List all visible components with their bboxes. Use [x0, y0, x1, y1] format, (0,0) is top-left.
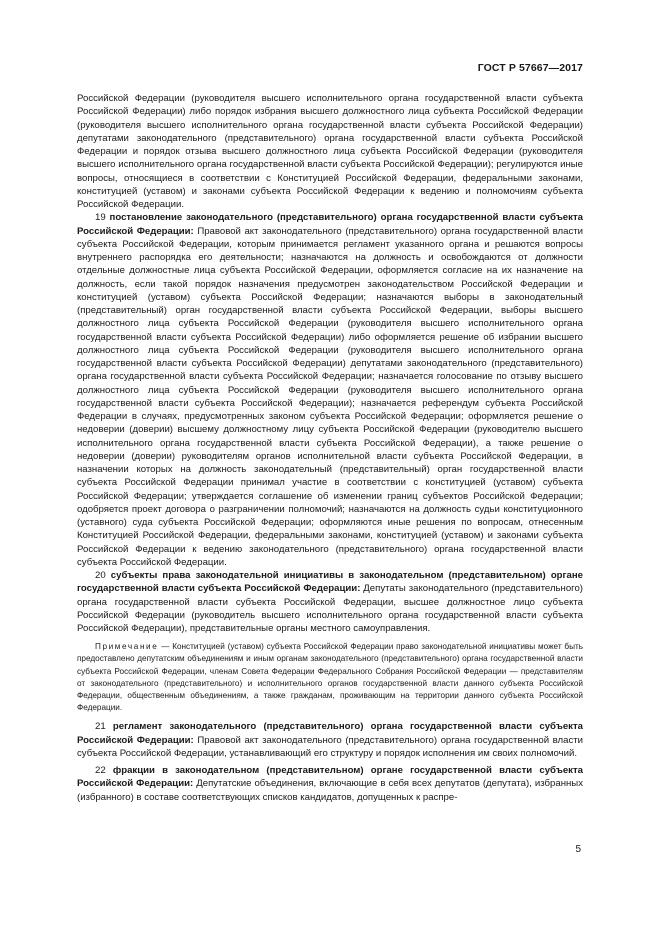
- note-label: Примечание: [95, 642, 159, 652]
- definition-19: [77, 211, 583, 569]
- definition-text: Правовой акт законодательного (представительного) органа государственной власти субъекта Российской Федерации, которым принимается регламент указанного органа и решаются вопросы внутреннего распорядка его деятельности; назначаются на должность и освобождаются от должности отдельные должностные лица субъекта Российской Федерации, оформляется согласие на их назначение на должность, если такой порядок назначения предусмотрен законодательством Российской Федерации и конституцией (уставом) субъекта Российской Федерации; назначаются выборы в законодательный (представительный) орган государственной власти субъекта Российской Федерации, выборы высшего должностного лица субъекта Российской Федерации (руководителя высшего исполнительного органа государственной власти субъекта Российской Федерации) либо оформляется решение об избрании высшего должностного лица субъекта Российской Федерации (руководителя высшего исполнительного органа государственной власти субъекта Российской Федерации) депутатами законодательного (представительного) органа государственной власти субъекта Российской Федерации; назначается голосование по отзыву высшего должностного лица субъекта Российской Федерации (руководителя высшего исполнительного органа государственной власти субъекта Российской Федерации); назначается референдум субъекта Российской Федерации в случаях, предусмотренных законом субъекта Российской Федерации; оформляется решение о недоверии (доверии) высшему должностному лицу субъекта Российской Федерации (руководителю высшего исполнительного органа государственной власти субъекта Российской Федерации), а также решение о недоверии (доверии) руководителям органов исполнительной власти субъекта Российской Федерации, в назначении которых на должность законодательный (представительный) орган государственной власти субъекта Российской Федерации принимал участие в соответствии с конституцией (уставом) субъекта Российской Федерации; утверждается соглашение об изменении границ субъектов Российской Федерации; одобряется проект договора о разграничении полномочий; назначаются на должность судьи конституционного (уставного) суда субъекта Российской Федерации; оформляются иные решения по вопросам, отнесенным Конституцией Российской Федерации, федеральными законами, конституцией (уставом) и законами субъекта Российской Федерации к ведению законодательного (представительного) органа государственной власти субъекта Российской Федерации.: [77, 225, 584, 568]
- definition-term: фракции в законодательном (представительном) органе государственной власти субъекта Российской Федерации:: [77, 765, 583, 790]
- definition-number: 21: [95, 721, 106, 733]
- note-block: [77, 641, 583, 714]
- paragraph-continuation: Российской Федерации (руководителя высшего исполнительного органа государственной власти субъекта Российской Федерации) либо порядок избрания высшего должностного лица субъекта Российской Федерации (руководителя высшего исполнительного органа государственной власти субъекта Российской Федерации) депутатами законодательного (представительного) органа государственной власти субъекта Российской Федерации и порядок отзыва высшего должностного лица субъекта Российской Федерации (руководителя высшего исполнительного органа государственной власти субъекта Российской Федерации); регулируются иные вопросы, относящиеся в соответствии с Конституцией Российской Федерации, федеральными законами, конституцией (уставом) и законами субъекта Российской Федерации к ведению и полномочиям субъекта Российской Федерации.: [77, 93, 583, 210]
- definition-text: Депутаты законодательного (представительного) органа государственной власти субъекта Российской Федерации, высшее должностное лицо субъекта Российской Федерации (руководитель высшего исполнительного органа государственной власти субъекта Российской Федерации), представительные органы местного самоуправления.: [77, 583, 583, 634]
- standard-code-header: ГОСТ Р 57667—2017: [477, 62, 583, 74]
- note-text: — Конституцией (уставом) субъекта Российской Федерации право законодательной инициативы может быть предоставлено депутатским объединениям и иным органам законодательного (представительного) органа государственной власти субъекта Российской Федерации, членам Совета Федерации Федерального Собрания Российской Федерации — представителям от законодательного (представительного) и исполнительного органов государственной власти данного субъекта Российской Федерации, общественным объединениям, а также гражданам, проживающим на территории данного субъекта Российской Федерации.: [77, 642, 583, 713]
- definition-term: регламент законодательного (представительного) органа государственной власти субъекта Российской Федерации:: [77, 721, 584, 746]
- definition-term: постановление законодательного (представительного) органа государственной власти субъекта Российской Федерации:: [77, 212, 583, 237]
- definition-21: [77, 720, 583, 760]
- definition-20: [77, 569, 583, 635]
- definition-number: 20: [95, 570, 106, 581]
- definition-number: 19: [95, 212, 106, 224]
- definition-term: субъекты права законодательной инициативы в законодательном (представительном) органе государственной власти субъекта Российской Федерации:: [77, 570, 584, 595]
- definition-22: [77, 764, 583, 804]
- page-number: 5: [575, 844, 581, 855]
- definition-text: Правовой акт законодательного (представительного) органа государственной власти субъекта Российской Федерации, устанавливающий его структуру и порядок исполнения им своих полномочий.: [77, 734, 584, 759]
- definition-text: Депутатские объединения, включающие в себя всех депутатов (депутата), избранных (избранного) в составе соответствующих списков кандидатов, допущенных к распре-: [77, 778, 584, 803]
- document-body: [77, 92, 583, 804]
- definition-number: 22: [95, 765, 106, 777]
